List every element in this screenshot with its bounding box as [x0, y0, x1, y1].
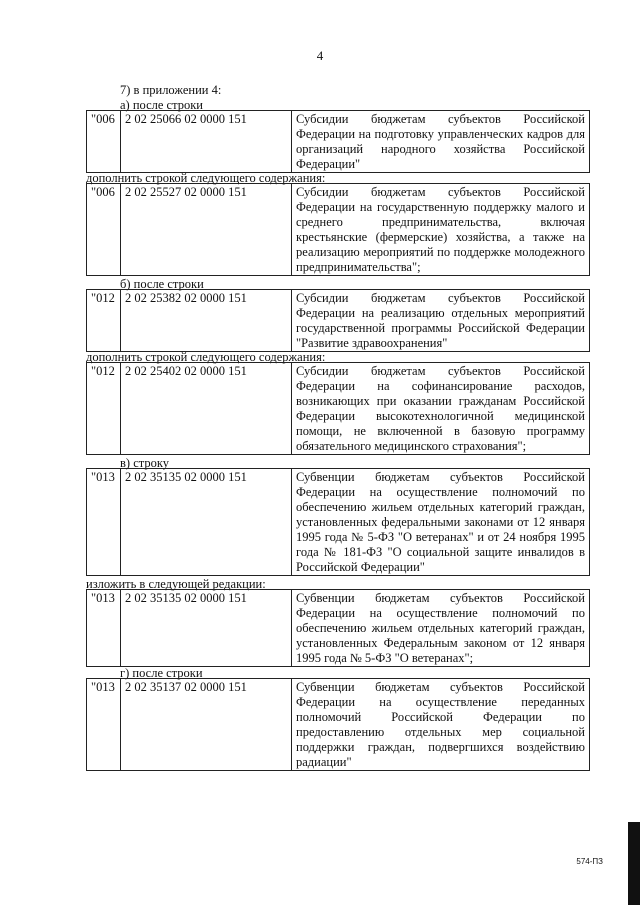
budget-code: 2 02 25527 02 0000 151	[121, 184, 292, 276]
budget-code: 2 02 25066 02 0000 151	[121, 111, 292, 173]
table-row	[86, 678, 590, 771]
row-description: Субвенции бюджетам субъектов Российской Федерации на осуществление полномочий по обеспечению жильем отдельных категорий граждан, установленных федеральными законами от 12 января 1995 года № 5-ФЗ "О ветеранах" и от 24 ноября 1995 года № 181-ФЗ "О социальной защите инвалидов в Российской Федерации"	[292, 469, 590, 576]
intro-line: 7) в приложении 4:	[120, 83, 222, 97]
budget-code: 2 02 25382 02 0000 151	[121, 290, 292, 352]
row-prefix: "013	[87, 469, 121, 576]
table-row	[86, 110, 590, 173]
table-row	[86, 362, 590, 455]
label-add-2: дополнить строкой следующего содержания:	[86, 350, 326, 364]
label-add-1: дополнить строкой следующего содержания:	[86, 171, 326, 185]
row-prefix: "012	[87, 290, 121, 352]
table-row	[86, 589, 590, 667]
row-description: Субвенции бюджетам субъектов Российской Федерации на осуществление полномочий по обеспечению жильем отдельных категорий граждан, установленных Федеральным законом от 12 января 1995 года № 5-ФЗ "О ветеранах";	[292, 590, 590, 667]
budget-code: 2 02 35135 02 0000 151	[121, 469, 292, 576]
table-row	[86, 183, 590, 276]
budget-code: 2 02 25402 02 0000 151	[121, 363, 292, 455]
row-description: Субсидии бюджетам субъектов Российской Федерации на подготовку управленческих кадров для организаций народного хозяйства Российской Федерации"	[292, 111, 590, 173]
row-prefix: "013	[87, 679, 121, 771]
row-prefix: "012	[87, 363, 121, 455]
document-code: 574-ПЗ	[576, 857, 603, 866]
table-row	[86, 289, 590, 352]
row-prefix: "006	[87, 184, 121, 276]
row-description: Субсидии бюджетам субъектов Российской Федерации на софинансирование расходов, возникающих при оказании гражданам Российской Федерации высокотехнологичной медицинской помощи, не включенной в базовую программу обязательного медицинского страхования";	[292, 363, 590, 455]
row-prefix: "013	[87, 590, 121, 667]
row-prefix: "006	[87, 111, 121, 173]
table-row	[86, 468, 590, 576]
row-description: Субсидии бюджетам субъектов Российской Федерации на государственную поддержку малого и среднего предпринимательства, включая крестьянские (фермерские) хозяйства, а также на реализацию мероприятий по поддержке молодежного предпринимательства";	[292, 184, 590, 276]
page-number: 4	[316, 48, 324, 63]
label-g: г) после строки	[120, 666, 203, 680]
budget-code: 2 02 35135 02 0000 151	[121, 590, 292, 667]
row-description: Субсидии бюджетам субъектов Российской Федерации на реализацию отдельных мероприятий государственной программы Российской Федерации "Развитие здравоохранения"	[292, 290, 590, 352]
label-v: в) строку	[120, 456, 169, 470]
row-description: Субвенции бюджетам субъектов Российской Федерации на осуществление переданных полномочий Российской Федерации по предоставлению отдельных мер социальной поддержки граждан, подвергшихся воздействию радиации"	[292, 679, 590, 771]
scan-edge-mark	[628, 822, 640, 905]
budget-code: 2 02 35137 02 0000 151	[121, 679, 292, 771]
label-b: б) после строки	[120, 277, 204, 291]
label-a: а) после строки	[120, 98, 203, 112]
label-state: изложить в следующей редакции:	[86, 577, 266, 591]
